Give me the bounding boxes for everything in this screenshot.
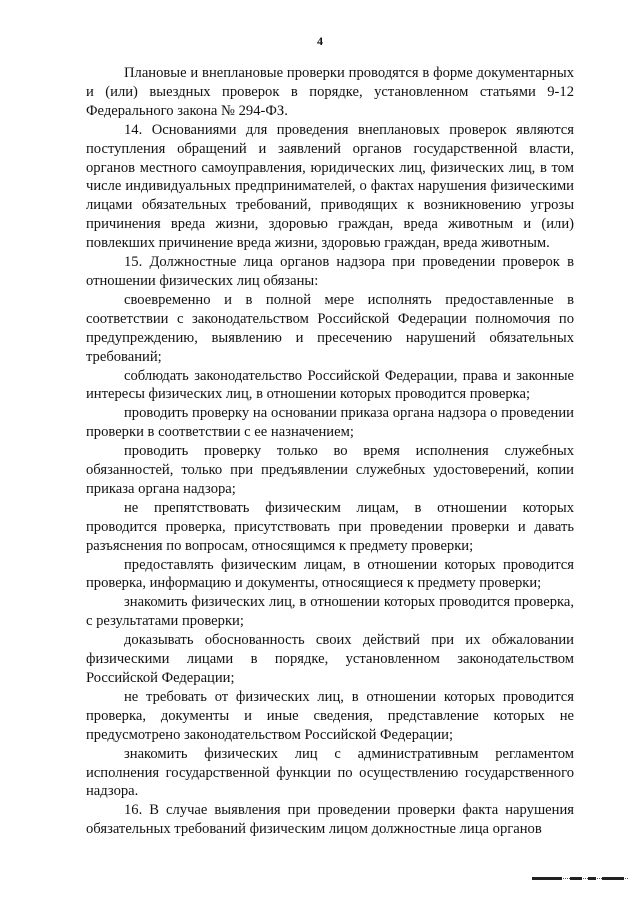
duty-item: соблюдать законодательство Российской Федерации, права и законные интересы физических лиц, в отношении которых проводится проверка; bbox=[86, 367, 574, 403]
duty-item: доказывать обоснованность своих действий при их обжаловании физическими лицами в порядке, установленном законодательством Российской Федерации; bbox=[86, 632, 574, 686]
duty-item: не препятствовать физическим лицам, в отношении которых проводится проверка, присутствовать при проведении проверки и давать разъяснения по вопросам, относящимся к предмету проверки; bbox=[86, 499, 574, 554]
paragraph-scheduled-inspections: Плановые и внеплановые проверки проводятся в форме документарных и (или) выездных проверок в порядке, установленном статьями 9-12 Федерального закона № 294-ФЗ. bbox=[86, 65, 574, 119]
duty-item: знакомить физических лиц, в отношении которых проводится проверка, с результатами проверки; bbox=[86, 594, 574, 630]
duty-item: своевременно и в полной мере исполнять предоставленные в соответствии с законодательством Российской Федерации полномочия по предупреждению, выявлению и пресечению нарушений обязательных требований; bbox=[86, 291, 574, 365]
duty-item: проводить проверку на основании приказа органа надзора о проведении проверки в соответствии с ее назначением; bbox=[86, 405, 574, 441]
paragraph-14-grounds: 14. Основаниями для проведения внеплановых проверок являются поступления обращений и заявлений органов государственной власти, органов местного самоуправления, юридических лиц, физических лиц, в том числе индивидуальных предпринимателей, о фактах нарушения физическими лицами обязательных требований, приводящих к возникновению угрозы причинения вреда жизни, здоровью граждан, вреда животным и (или) повлекших причинение вреда жизни, здоровью граждан, вреда животным. bbox=[86, 121, 574, 252]
page-number: 4 bbox=[317, 34, 323, 48]
duty-item: проводить проверку только во время исполнения служебных обязанностей, только при предъявлении служебных удостоверений, копии приказа органа надзора; bbox=[86, 443, 574, 497]
duty-item: не требовать от физических лиц, в отношении которых проводится проверка, документы и иные сведения, представление которых не предусмотрено законодательством Российской Федерации; bbox=[86, 688, 574, 743]
duty-item: знакомить физических лиц с административным регламентом исполнения государственной функции по осуществлению государственного надзора. bbox=[86, 745, 574, 800]
document-body bbox=[86, 64, 574, 839]
duty-item: предоставлять физическим лицам, в отношении которых проводится проверка, информацию и документы, относящиеся к предмету проверки; bbox=[86, 556, 574, 592]
scan-footer-mark bbox=[532, 878, 628, 883]
paragraph-15-duties: 15. Должностные лица органов надзора при проведении проверок в отношении физических лиц обязаны: bbox=[86, 254, 574, 289]
paragraph-16-violation: 16. В случае выявления при проведении проверки факта нарушения обязательных требований физическим лицом должностные лица органов bbox=[86, 802, 574, 838]
